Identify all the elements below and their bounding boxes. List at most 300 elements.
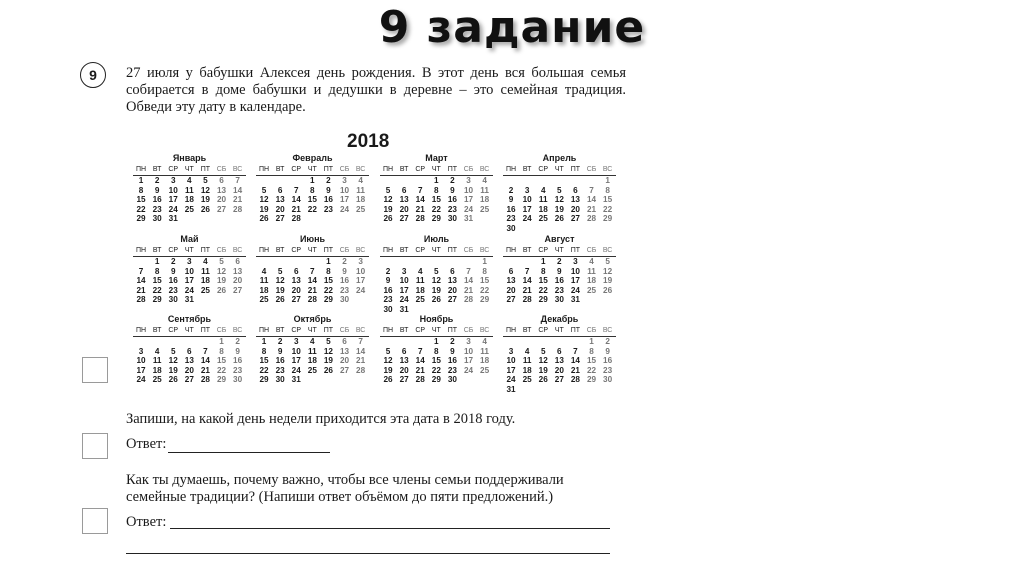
day-cell[interactable]: 4 [310, 337, 315, 346]
day-cell[interactable]: 8 [326, 266, 331, 276]
day-cell[interactable]: 6 [557, 346, 562, 356]
day-cell[interactable]: 10 [463, 346, 474, 356]
day-cell[interactable]: 17 [399, 285, 409, 295]
day-cell[interactable]: 21 [233, 195, 243, 205]
day-cell[interactable]: 24 [168, 204, 178, 214]
day-cell[interactable]: 10 [291, 346, 301, 356]
day-cell[interactable]: 9 [342, 266, 347, 276]
day-cell[interactable]: 3 [573, 257, 578, 266]
day-cell[interactable]: 12 [275, 276, 285, 286]
day-cell[interactable]: 21 [415, 365, 425, 375]
day-cell[interactable]: 13 [506, 276, 516, 286]
day-cell[interactable]: 8 [589, 346, 594, 356]
day-cell[interactable]: 24 [570, 285, 580, 295]
day-cell[interactable]: 23 [447, 365, 457, 375]
day-cell[interactable]: 13 [447, 276, 457, 286]
day-cell[interactable]: 10 [339, 185, 350, 195]
answer-checkbox-3[interactable] [82, 508, 108, 534]
day-cell[interactable]: 6 [450, 266, 455, 276]
day-cell[interactable]: 28 [200, 375, 210, 385]
day-cell[interactable]: 4 [261, 266, 267, 276]
day-cell[interactable]: 18 [480, 195, 490, 205]
day-cell[interactable]: 21 [415, 204, 425, 214]
day-cell[interactable]: 16 [275, 356, 285, 366]
day-cell[interactable]: 28 [522, 295, 532, 305]
day-cell[interactable]: 11 [152, 356, 162, 366]
day-cell[interactable]: 23 [275, 365, 285, 375]
day-cell[interactable]: 14 [586, 195, 597, 205]
day-cell[interactable]: 3 [401, 266, 407, 276]
day-cell[interactable]: 1 [589, 337, 594, 346]
day-cell[interactable]: 22 [307, 204, 317, 214]
day-cell[interactable]: 7 [293, 185, 299, 195]
day-cell[interactable]: 9 [235, 346, 240, 356]
day-cell[interactable]: 25 [259, 295, 269, 305]
day-cell[interactable]: 5 [261, 185, 267, 195]
day-cell[interactable]: 26 [554, 214, 564, 224]
day-cell[interactable]: 29 [538, 295, 548, 305]
day-cell[interactable]: 9 [154, 185, 160, 195]
day-cell[interactable]: 22 [431, 365, 441, 375]
day-cell[interactable]: 27 [275, 214, 285, 224]
day-cell[interactable]: 7 [417, 185, 423, 195]
day-cell[interactable]: 6 [401, 185, 407, 195]
day-cell[interactable]: 29 [216, 375, 227, 385]
day-cell[interactable]: 31 [184, 295, 194, 305]
day-cell[interactable]: 11 [415, 276, 425, 286]
day-cell[interactable]: 27 [506, 295, 516, 305]
day-cell[interactable]: 15 [538, 276, 548, 286]
day-cell[interactable]: 4 [524, 346, 530, 356]
day-cell[interactable]: 10 [522, 195, 532, 205]
day-cell[interactable]: 17 [570, 276, 580, 286]
day-cell[interactable]: 21 [586, 204, 597, 214]
day-cell[interactable]: 3 [293, 337, 299, 346]
day-cell[interactable]: 31 [506, 384, 516, 394]
day-cell[interactable]: 14 [415, 195, 425, 205]
day-cell[interactable]: 12 [431, 276, 441, 286]
day-cell[interactable]: 11 [201, 266, 210, 276]
day-cell[interactable]: 25 [200, 285, 210, 295]
day-cell[interactable]: 8 [605, 185, 610, 195]
day-cell[interactable]: 22 [216, 365, 227, 375]
day-cell[interactable]: 13 [184, 356, 194, 366]
day-cell[interactable]: 27 [399, 375, 409, 385]
day-cell[interactable]: 20 [554, 365, 564, 375]
day-cell[interactable]: 10 [184, 266, 194, 276]
day-cell[interactable]: 17 [291, 356, 301, 366]
day-cell[interactable]: 19 [259, 204, 269, 214]
day-cell[interactable]: 23 [339, 285, 350, 295]
day-cell[interactable]: 12 [538, 356, 548, 366]
day-cell[interactable]: 19 [200, 195, 210, 205]
day-cell[interactable]: 10 [136, 356, 146, 366]
day-cell[interactable]: 29 [586, 375, 597, 385]
day-cell[interactable]: 9 [450, 185, 455, 195]
day-cell[interactable]: 22 [538, 285, 548, 295]
day-cell[interactable]: 8 [154, 266, 160, 276]
day-cell[interactable]: 4 [540, 185, 546, 195]
day-cell[interactable]: 8 [219, 346, 224, 356]
day-cell[interactable]: 22 [586, 365, 597, 375]
day-cell[interactable]: 20 [291, 285, 301, 295]
day-cell[interactable]: 21 [570, 365, 580, 375]
day-cell[interactable]: 24 [399, 295, 409, 305]
day-cell[interactable]: 31 [291, 375, 301, 385]
day-cell[interactable]: 5 [385, 346, 391, 356]
day-cell[interactable]: 24 [463, 204, 474, 214]
day-cell[interactable]: 12 [200, 185, 210, 195]
day-cell[interactable]: 3 [358, 257, 363, 266]
day-cell[interactable]: 3 [170, 176, 176, 185]
day-cell[interactable]: 29 [603, 214, 613, 224]
answer-checkbox-2[interactable] [82, 433, 108, 459]
day-cell[interactable]: 31 [463, 214, 474, 224]
day-cell[interactable]: 27 [184, 375, 194, 385]
day-cell[interactable]: 2 [342, 257, 347, 266]
day-cell[interactable]: 2 [326, 176, 331, 185]
day-cell[interactable]: 19 [431, 285, 441, 295]
day-cell[interactable]: 13 [275, 195, 285, 205]
day-cell[interactable]: 17 [184, 276, 194, 286]
day-cell[interactable]: 9 [385, 276, 391, 286]
day-cell[interactable]: 7 [358, 337, 363, 346]
day-cell[interactable]: 2 [154, 176, 160, 185]
day-cell[interactable]: 27 [233, 285, 243, 295]
day-cell[interactable]: 1 [154, 257, 160, 266]
day-cell[interactable]: 14 [463, 276, 474, 286]
day-cell[interactable]: 30 [603, 375, 613, 385]
day-cell[interactable]: 4 [154, 346, 160, 356]
day-cell[interactable]: 31 [570, 295, 580, 305]
day-cell[interactable]: 15 [259, 356, 269, 366]
day-cell[interactable]: 18 [184, 195, 194, 205]
day-cell[interactable]: 16 [447, 195, 457, 205]
day-cell[interactable]: 21 [291, 204, 301, 214]
day-cell[interactable]: 27 [570, 214, 580, 224]
day-cell[interactable]: 26 [168, 375, 178, 385]
answer-checkbox-1[interactable] [82, 357, 108, 383]
day-cell[interactable]: 6 [219, 176, 224, 185]
day-cell[interactable]: 28 [136, 295, 146, 305]
day-cell[interactable]: 5 [170, 346, 176, 356]
day-cell[interactable]: 6 [187, 346, 192, 356]
day-cell[interactable]: 6 [342, 337, 347, 346]
day-cell[interactable]: 9 [508, 195, 514, 205]
day-cell[interactable]: 5 [326, 337, 331, 346]
day-cell[interactable]: 14 [415, 356, 425, 366]
day-cell[interactable]: 16 [603, 356, 613, 366]
day-cell[interactable]: 15 [216, 356, 227, 366]
day-cell[interactable]: 16 [168, 276, 178, 286]
day-cell[interactable]: 7 [466, 266, 471, 276]
day-cell[interactable]: 15 [152, 276, 162, 286]
day-cell[interactable]: 9 [170, 266, 176, 276]
day-cell[interactable]: 3 [466, 176, 471, 185]
day-cell[interactable]: 27 [554, 375, 564, 385]
day-cell[interactable]: 2 [170, 257, 176, 266]
day-cell[interactable]: 15 [586, 356, 597, 366]
day-cell[interactable]: 7 [589, 185, 594, 195]
day-cell[interactable]: 21 [200, 365, 210, 375]
day-cell[interactable]: 26 [383, 214, 393, 224]
day-cell[interactable]: 23 [447, 204, 457, 214]
day-cell[interactable]: 14 [233, 185, 243, 195]
day-cell[interactable]: 10 [168, 185, 178, 195]
day-cell[interactable]: 24 [356, 285, 366, 295]
day-cell[interactable]: 16 [506, 204, 516, 214]
day-cell[interactable]: 8 [138, 185, 144, 195]
day-cell[interactable]: 9 [277, 346, 283, 356]
day-cell[interactable]: 20 [399, 365, 409, 375]
day-cell[interactable]: 18 [480, 356, 490, 366]
day-cell[interactable]: 19 [323, 356, 333, 366]
day-cell[interactable]: 10 [463, 185, 474, 195]
day-cell[interactable]: 29 [136, 214, 146, 224]
day-cell[interactable]: 27 [447, 295, 457, 305]
day-cell[interactable]: 1 [310, 176, 315, 185]
day-cell[interactable]: 11 [308, 346, 317, 356]
day-cell[interactable]: 1 [326, 257, 331, 266]
day-cell[interactable]: 3 [508, 346, 514, 356]
day-cell[interactable]: 18 [259, 285, 269, 295]
day-cell[interactable]: 16 [447, 356, 457, 366]
day-cell[interactable]: 23 [168, 285, 178, 295]
day-cell[interactable]: 9 [605, 346, 610, 356]
day-cell[interactable]: 29 [259, 375, 269, 385]
day-cell[interactable]: 11 [259, 276, 269, 286]
day-cell[interactable]: 23 [383, 295, 393, 305]
day-cell[interactable]: 4 [358, 176, 363, 185]
day-cell[interactable]: 17 [356, 276, 366, 286]
day-cell[interactable]: 22 [136, 204, 146, 214]
answer-line-2[interactable] [170, 528, 610, 529]
day-cell[interactable]: 5 [203, 176, 208, 185]
day-cell[interactable]: 22 [603, 204, 613, 214]
day-cell[interactable]: 12 [383, 195, 393, 205]
day-cell[interactable]: 17 [339, 195, 350, 205]
day-cell[interactable]: 8 [310, 185, 315, 195]
day-cell[interactable]: 15 [431, 356, 441, 366]
day-cell[interactable]: 28 [586, 214, 597, 224]
day-cell[interactable]: 23 [554, 285, 564, 295]
day-cell[interactable]: 11 [480, 185, 489, 195]
day-cell[interactable]: 3 [138, 346, 144, 356]
day-cell[interactable]: 25 [152, 375, 162, 385]
day-cell[interactable]: 8 [261, 346, 267, 356]
day-cell[interactable]: 25 [307, 365, 317, 375]
day-cell[interactable]: 5 [540, 346, 546, 356]
day-cell[interactable]: 19 [383, 365, 393, 375]
day-cell[interactable]: 20 [216, 195, 227, 205]
day-cell[interactable]: 31 [168, 214, 178, 224]
day-cell[interactable]: 14 [522, 276, 532, 286]
day-cell[interactable]: 26 [200, 204, 210, 214]
day-cell[interactable]: 10 [570, 266, 580, 276]
day-cell[interactable]: 12 [554, 195, 564, 205]
day-cell[interactable]: 31 [399, 304, 409, 314]
day-cell[interactable]: 30 [233, 375, 243, 385]
day-cell[interactable]: 20 [506, 285, 516, 295]
day-cell[interactable]: 23 [506, 214, 516, 224]
day-cell[interactable]: 21 [356, 356, 366, 366]
day-cell[interactable]: 11 [587, 266, 596, 276]
day-cell[interactable]: 26 [216, 285, 227, 295]
day-cell[interactable]: 21 [307, 285, 317, 295]
day-cell[interactable]: 13 [399, 356, 409, 366]
day-cell[interactable]: 6 [293, 266, 299, 276]
day-cell[interactable]: 13 [339, 346, 350, 356]
day-cell[interactable]: 13 [399, 195, 409, 205]
day-cell[interactable]: 13 [233, 266, 243, 276]
day-cell[interactable]: 20 [447, 285, 457, 295]
day-cell[interactable]: 12 [383, 356, 393, 366]
day-cell[interactable]: 2 [508, 185, 514, 195]
day-cell[interactable]: 24 [339, 204, 350, 214]
day-cell[interactable]: 22 [431, 204, 441, 214]
day-cell[interactable]: 6 [277, 185, 283, 195]
day-cell[interactable]: 28 [233, 204, 243, 214]
day-cell[interactable]: 16 [383, 285, 393, 295]
day-cell[interactable]: 3 [187, 257, 192, 266]
day-cell[interactable]: 1 [540, 257, 546, 266]
day-cell[interactable]: 8 [434, 185, 439, 195]
day-cell[interactable]: 5 [385, 185, 391, 195]
day-cell[interactable]: 16 [554, 276, 564, 286]
day-cell[interactable]: 10 [356, 266, 366, 276]
day-cell[interactable]: 21 [522, 285, 532, 295]
day-cell[interactable]: 8 [540, 266, 546, 276]
day-cell[interactable]: 11 [538, 195, 548, 205]
day-cell[interactable]: 23 [603, 365, 613, 375]
day-cell[interactable]: 24 [136, 375, 146, 385]
day-cell[interactable]: 11 [522, 356, 532, 366]
day-cell[interactable]: 2 [557, 257, 562, 266]
day-cell[interactable]: 12 [323, 346, 333, 356]
day-cell[interactable]: 1 [219, 337, 224, 346]
day-cell[interactable]: 29 [323, 295, 333, 305]
day-cell[interactable]: 24 [184, 285, 194, 295]
day-cell[interactable]: 28 [570, 375, 580, 385]
day-cell[interactable]: 3 [342, 176, 347, 185]
answer-line-3[interactable] [126, 553, 610, 554]
day-cell[interactable]: 22 [480, 285, 490, 295]
day-cell[interactable]: 12 [216, 266, 227, 276]
day-cell[interactable]: 20 [275, 204, 285, 214]
day-cell[interactable]: 19 [383, 204, 393, 214]
day-cell[interactable]: 25 [538, 214, 548, 224]
day-cell[interactable]: 9 [450, 346, 455, 356]
day-cell[interactable]: 7 [417, 346, 423, 356]
day-cell[interactable]: 4 [187, 176, 192, 185]
day-cell[interactable]: 26 [275, 295, 285, 305]
day-cell[interactable]: 5 [277, 266, 283, 276]
day-cell[interactable]: 10 [399, 276, 409, 286]
day-cell[interactable]: 7 [524, 266, 530, 276]
day-cell[interactable]: 17 [168, 195, 178, 205]
day-cell[interactable]: 13 [554, 356, 564, 366]
day-cell[interactable]: 12 [168, 356, 178, 366]
day-cell[interactable]: 7 [235, 176, 240, 185]
day-cell[interactable]: 28 [463, 295, 474, 305]
day-cell[interactable]: 26 [603, 285, 613, 295]
day-cell[interactable]: 4 [417, 266, 423, 276]
day-cell[interactable]: 11 [356, 185, 365, 195]
day-cell[interactable]: 21 [463, 285, 474, 295]
day-cell[interactable]: 18 [538, 204, 548, 214]
day-cell[interactable]: 16 [233, 356, 243, 366]
day-cell[interactable]: 11 [185, 185, 194, 195]
day-cell[interactable]: 29 [431, 214, 441, 224]
day-cell[interactable]: 18 [415, 285, 425, 295]
day-cell[interactable]: 14 [200, 356, 210, 366]
day-cell[interactable]: 9 [326, 185, 331, 195]
day-cell[interactable]: 4 [482, 176, 487, 185]
day-cell[interactable]: 27 [216, 204, 227, 214]
day-cell[interactable]: 19 [168, 365, 178, 375]
day-cell[interactable]: 23 [152, 204, 162, 214]
day-cell[interactable]: 29 [480, 295, 490, 305]
day-cell[interactable]: 21 [136, 285, 146, 295]
day-cell[interactable]: 6 [508, 266, 514, 276]
day-cell[interactable]: 11 [480, 346, 489, 356]
day-cell[interactable]: 1 [261, 337, 267, 346]
day-cell[interactable]: 1 [605, 176, 610, 185]
day-cell[interactable]: 2 [235, 337, 240, 346]
day-cell[interactable]: 28 [291, 214, 301, 224]
day-cell[interactable]: 25 [480, 204, 490, 214]
day-cell[interactable]: 4 [203, 257, 208, 266]
day-cell[interactable]: 25 [415, 295, 425, 305]
day-cell[interactable]: 30 [168, 295, 178, 305]
day-cell[interactable]: 28 [307, 295, 317, 305]
day-cell[interactable]: 25 [480, 365, 490, 375]
day-cell[interactable]: 23 [323, 204, 333, 214]
day-cell[interactable]: 3 [466, 337, 471, 346]
day-cell[interactable]: 20 [399, 204, 409, 214]
day-cell[interactable]: 28 [356, 365, 366, 375]
day-cell[interactable]: 29 [431, 375, 441, 385]
day-cell[interactable]: 24 [522, 214, 532, 224]
day-cell[interactable]: 4 [589, 257, 594, 266]
day-cell[interactable]: 25 [184, 204, 194, 214]
day-cell[interactable]: 14 [307, 276, 317, 286]
day-cell[interactable]: 18 [152, 365, 162, 375]
day-cell[interactable]: 15 [307, 195, 317, 205]
day-cell[interactable]: 5 [434, 266, 439, 276]
day-cell[interactable]: 24 [463, 365, 474, 375]
day-cell[interactable]: 5 [219, 257, 224, 266]
day-cell[interactable]: 19 [554, 204, 564, 214]
day-cell[interactable]: 30 [383, 304, 393, 314]
day-cell[interactable]: 23 [233, 365, 243, 375]
day-cell[interactable]: 6 [235, 257, 240, 266]
day-cell[interactable]: 15 [431, 195, 441, 205]
day-cell[interactable]: 3 [524, 185, 530, 195]
day-cell[interactable]: 17 [522, 204, 532, 214]
day-cell[interactable]: 18 [200, 276, 210, 286]
day-cell[interactable]: 27 [291, 295, 301, 305]
day-cell[interactable]: 20 [570, 204, 580, 214]
day-cell[interactable]: 15 [323, 276, 333, 286]
day-cell[interactable]: 30 [339, 295, 350, 305]
day-cell[interactable]: 22 [323, 285, 333, 295]
day-cell[interactable]: 20 [339, 356, 350, 366]
day-cell[interactable]: 22 [259, 365, 269, 375]
day-cell[interactable]: 8 [482, 266, 487, 276]
day-cell[interactable]: 2 [450, 176, 455, 185]
day-cell[interactable]: 14 [291, 195, 301, 205]
